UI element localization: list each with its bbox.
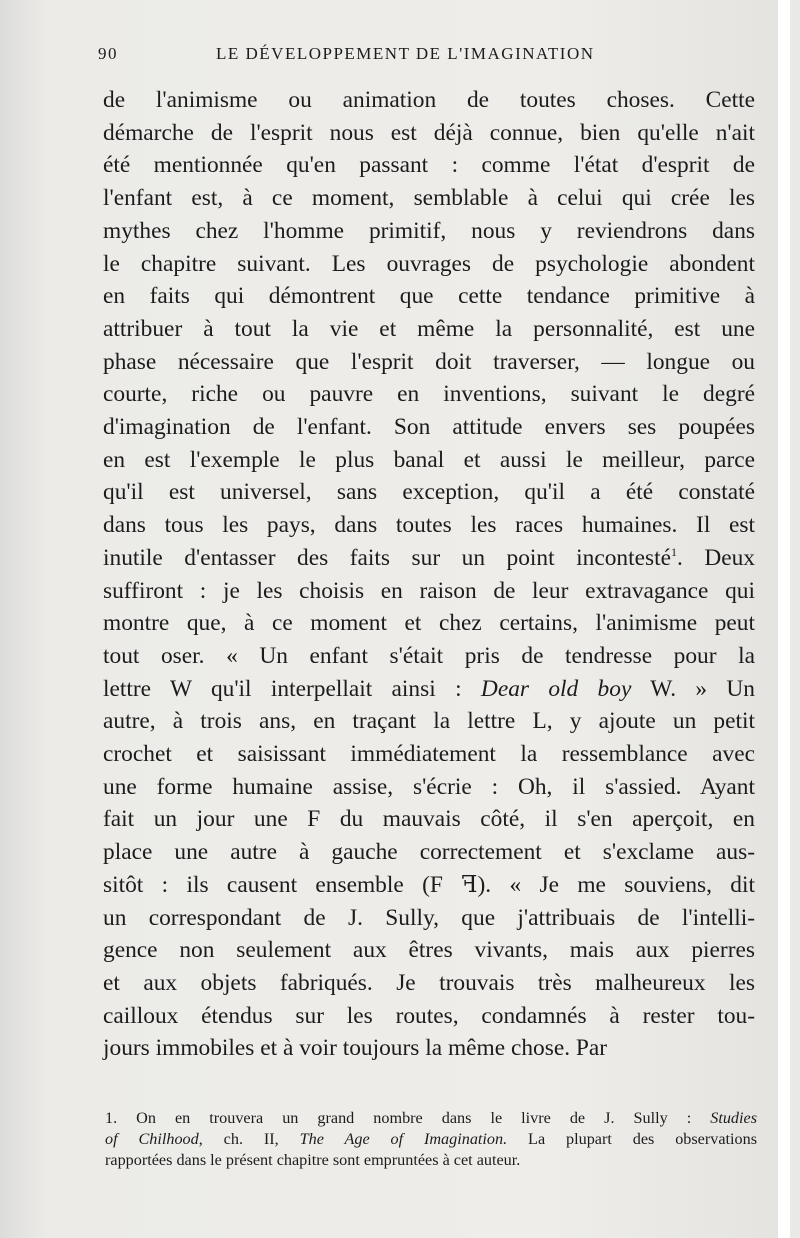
- text-line: dans tous les pays, dans toutes les races humaines. Il est: [103, 512, 755, 539]
- text-line: montre que, à ce moment et chez certains, l'animisme peut: [103, 610, 755, 637]
- text-line: démarche de l'esprit nous est déjà connue, bien qu'elle n'ait: [103, 119, 755, 146]
- footnote-italic: Studies: [710, 1109, 757, 1127]
- text-line: autre, à trois ans, en traçant la lettre L, y ajoute un petit: [103, 708, 755, 735]
- text-line: attribuer à tout la vie et même la personnalité, est une: [103, 315, 755, 342]
- scan-edge: [778, 0, 790, 1238]
- footnote-text: La plupart des observations: [507, 1130, 758, 1148]
- text-line-with-note: [103, 542, 755, 575]
- text-line: courte, riche ou pauvre en inventions, suivant le degré: [103, 381, 755, 408]
- text-segment: W. » Un: [631, 675, 755, 702]
- text-line: un correspondant de J. Sully, que j'attribuais de l'intelli-: [103, 904, 755, 931]
- text-line: qu'il est universel, sans exception, qu'il a été constaté: [103, 479, 755, 506]
- footnote-italic: of Chilhood: [105, 1130, 199, 1148]
- footnote-line: [105, 1108, 757, 1129]
- footnote-text: ,: [274, 1130, 300, 1148]
- text-line: mythes chez l'homme primitif, nous y reviendrons dans: [103, 217, 755, 244]
- text-line-with-italic: [103, 673, 755, 706]
- text-line: tout oser. « Un enfant s'était pris de tendresse pour la: [103, 642, 755, 669]
- text-line: sitôt : ils causent ensemble (F ꟻ). « Je me souviens, dit: [103, 871, 755, 898]
- text-line: en est l'exemple le plus banal et aussi le meilleur, parce: [103, 446, 755, 473]
- text-line: d'imagination de l'enfant. Son attitude envers ses poupées: [103, 414, 755, 441]
- footnote-italic: The Age of Imagination.: [299, 1130, 508, 1148]
- text-line: place une autre à gauche correctement et s'exclame aus-: [103, 839, 755, 866]
- footnote-number: 1.: [105, 1109, 118, 1127]
- text-line: une forme humaine assise, s'écrie : Oh, il s'assied. Ayant: [103, 773, 755, 800]
- text-line: jours immobiles et à voir toujours la même chose. Par: [103, 1035, 608, 1062]
- running-head: LE DÉVELOPPEMENT DE L'IMAGINATION: [216, 44, 595, 63]
- text-line: crochet et saisissant immédiatement la ressemblance avec: [103, 741, 755, 768]
- footnote-line: [105, 1129, 757, 1150]
- text-line: suffiront : je les choisis en raison de leur extravagance qui: [103, 577, 755, 604]
- page-header: [98, 44, 758, 74]
- page-number: 90: [98, 44, 118, 63]
- footnote: [105, 1108, 757, 1171]
- text-line: le chapitre suivant. Les ouvrages de psychologie abondent: [103, 250, 755, 277]
- footnote-line: rapportées dans le présent chapitre sont empruntées à cet auteur.: [105, 1151, 521, 1169]
- text-line: phase nécessaire que l'esprit doit traverser, — longue ou: [103, 348, 755, 375]
- footnote-text: On en trouvera un grand nombre dans le livre de J. Sully :: [117, 1109, 711, 1127]
- text-line: fait un jour une F du mauvais côté, il s'en aperçoit, en: [103, 806, 755, 833]
- footnote-text: , ch.: [198, 1130, 264, 1148]
- text-line: cailloux étendus sur les routes, condamnés à rester tou-: [103, 1002, 755, 1029]
- text-line: gence non seulement aux êtres vivants, mais aux pierres: [103, 937, 755, 964]
- text-line: été mentionnée qu'en passant : comme l'état d'esprit de: [103, 152, 755, 179]
- text-line: de l'animisme ou animation de toutes choses. Cette: [103, 87, 755, 113]
- text-segment: inutile d'entasser des faits sur un point incontesté: [103, 544, 671, 571]
- text-line: en faits qui démontrent que cette tendance primitive à: [103, 283, 755, 310]
- text-line: et aux objets fabriqués. Je trouvais très malheureux les: [103, 969, 755, 996]
- italic-phrase: Dear old boy: [480, 675, 632, 702]
- body-text: [103, 84, 755, 1065]
- text-segment: . Deux: [676, 544, 755, 571]
- footnote-chapter: II: [263, 1130, 275, 1148]
- footnote-marker: 1: [670, 545, 677, 560]
- text-line: l'enfant est, à ce moment, semblable à celui qui crée les: [103, 185, 755, 212]
- text-segment: lettre W qu'il interpellait ainsi :: [103, 675, 462, 702]
